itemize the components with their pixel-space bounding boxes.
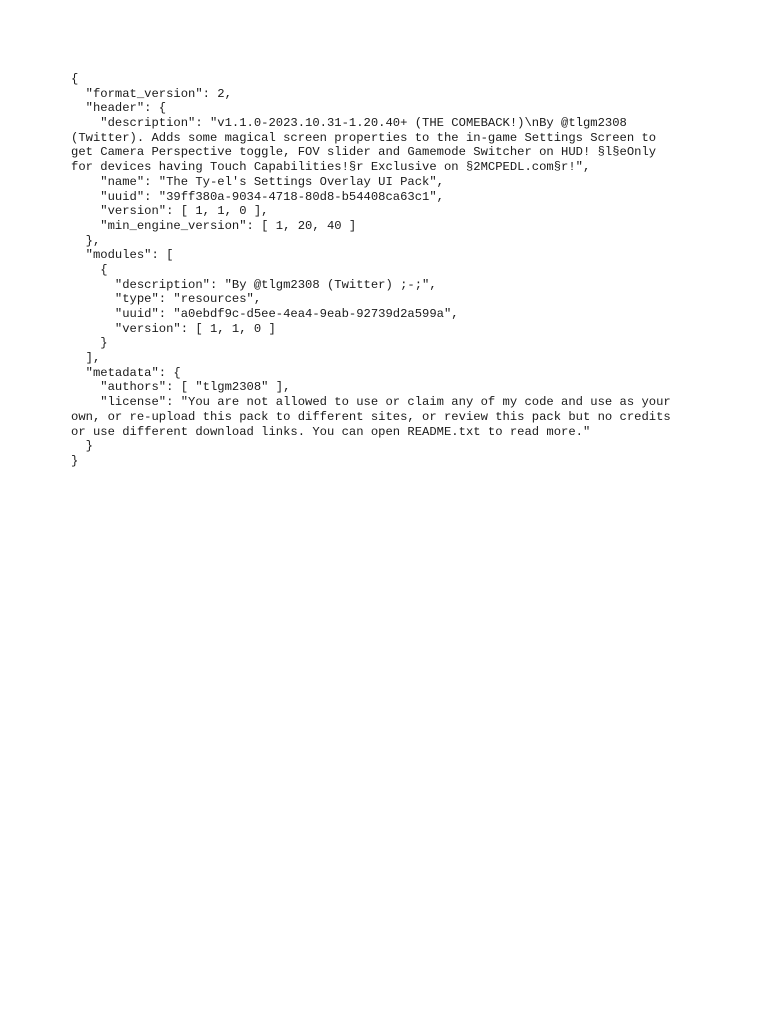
doc-line-close-brace: } [71,453,79,468]
doc-line-header-version: "version": [ 1, 1, 0 ], [71,204,269,219]
doc-line-modules-close: ], [71,351,101,366]
doc-line-header-key: "header": { [71,101,167,116]
doc-line-header-description-3: get Camera Perspective toggle, FOV slider and Gamemode Switcher on HUD! §l§eOnly [71,145,657,160]
doc-line-metadata-close: } [71,439,93,454]
json-document [71,72,701,469]
doc-line-header-close: }, [71,233,101,248]
doc-line-header-description-4: for devices having Touch Capabilities!§r Exclusive on §2MCPEDL.com§r!", [71,160,591,175]
doc-line-module-open: { [71,262,108,277]
doc-line-format-version: "format_version": 2, [71,86,232,101]
doc-line-header-min-engine-version: "min_engine_version": [ 1, 20, 40 ] [71,218,357,233]
doc-line-metadata-authors: "authors": [ "tlgm2308" ], [71,380,291,395]
doc-line-module-type: "type": "resources", [71,292,262,307]
doc-line-metadata-license-3: or use different download links. You can open README.txt to read more." [71,424,591,439]
doc-line-module-uuid: "uuid": "a0ebdf9c-d5ee-4ea4-9eab-92739d2a599a", [71,307,459,321]
doc-line-metadata-key: "metadata": { [71,365,181,380]
doc-line-module-close: } [71,336,108,351]
doc-line-module-version: "version": [ 1, 1, 0 ] [71,321,276,336]
doc-line-header-description-1: "description": "v1.1.0-2023.10.31-1.20.40+ (THE COMEBACK!)\nBy @tlgm2308 [71,116,627,131]
doc-line-metadata-license-1: "license": "You are not allowed to use or claim any of my code and use as your [71,395,671,410]
doc-line-open-brace: { [71,72,79,86]
doc-line-header-uuid: "uuid": "39ff380a-9034-4718-80d8-b54408ca63c1", [71,189,444,204]
doc-line-modules-key: "modules": [ [71,248,174,263]
doc-line-header-name: "name": "The Ty-el's Settings Overlay UI Pack", [71,174,444,189]
doc-line-header-description-2: (Twitter). Adds some magical screen properties to the in-game Settings Screen to [71,130,657,145]
doc-line-module-description: "description": "By @tlgm2308 (Twitter) ;-;", [71,277,437,292]
doc-line-metadata-license-2: own, or re-upload this pack to different sites, or review this pack but no credits [71,409,671,424]
